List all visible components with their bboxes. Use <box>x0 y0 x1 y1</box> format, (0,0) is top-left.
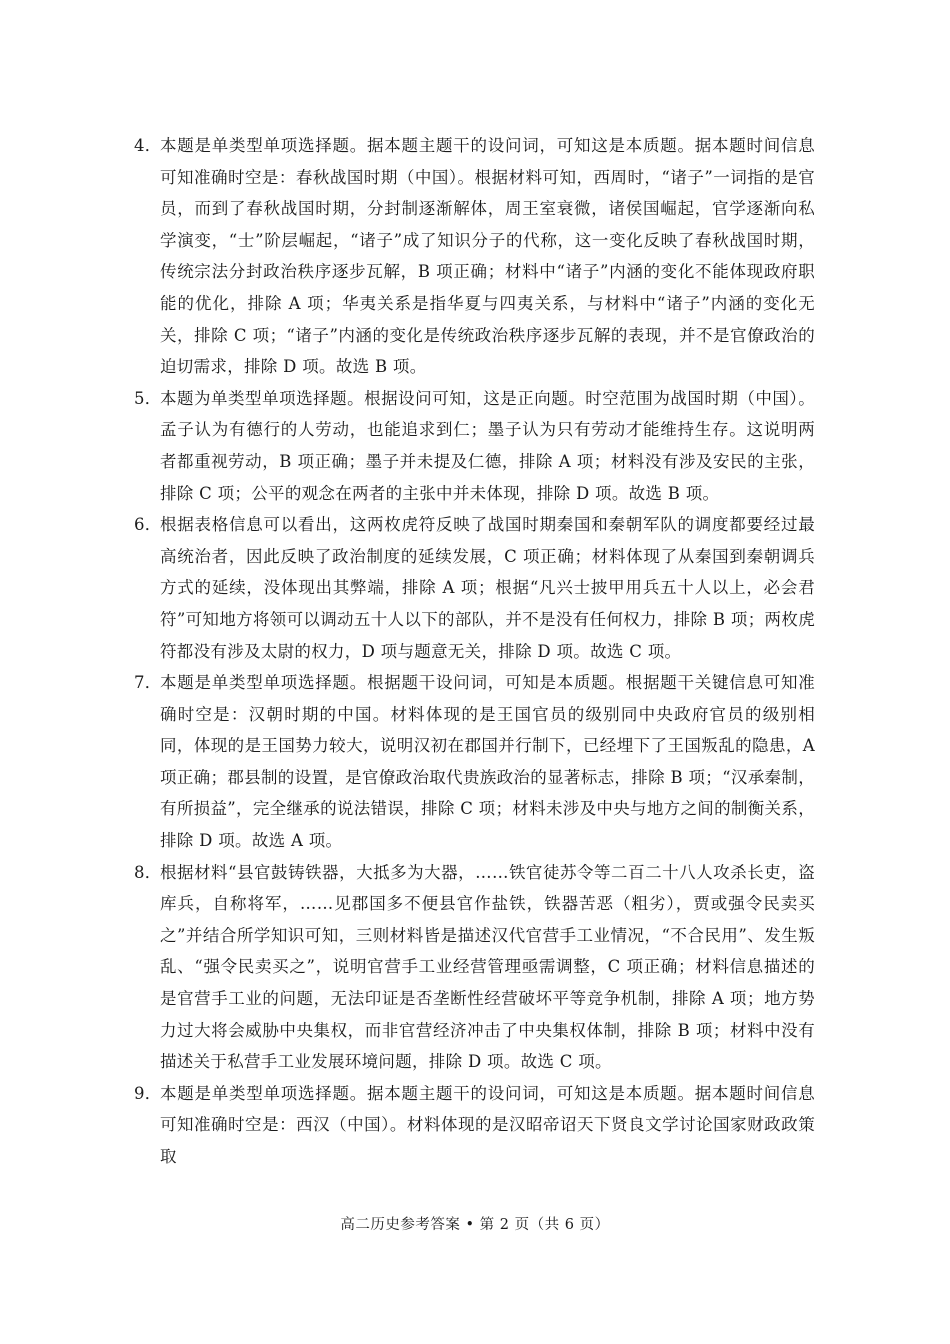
answer-text: 本题是单类型单项选择题。根据题干设问词，可知是本质题。根据题干关键信息可知准确时空是：汉朝时期的中国。材料体现的是王国官员的级别同中央政府官员的级别相同，体现的是王国势力较大，说明汉初在郡国并行制下，已经埋下了王国叛乱的隐患，A 项正确；郡县制的设置，是官僚政治取代贵族政治的显著标志，排除 B 项；“汉承秦制，有所损益”，完全继承的说法错误，排除 C 项；材料未涉及中央与地方之间的制衡关系，排除 D 项。故选 A 项。 <box>160 673 815 851</box>
answer-text: 本题是单类型单项选择题。据本题主题干的设问词，可知这是本质题。据本题时间信息可知准确时空是：春秋战国时期（中国）。根据材料可知，西周时，“诸子”一词指的是官员，而到了春秋战国时期，分封制逐渐解体，周王室衰微，诸侯国崛起，官学逐渐向私学演变，“士”阶层崛起，“诸子”成了知识分子的代称，这一变化反映了春秋战国时期，传统宗法分封政治秩序逐步瓦解，B 项正确；材料中“诸子”内涵的变化不能体现政府职能的优化，排除 A 项；华夷关系是指华夏与四夷关系，与材料中“诸子”内涵的变化无关，排除 C 项；“诸子”内涵的变化是传统政治秩序逐步瓦解的表现，并不是官僚政治的迫切需求，排除 D 项。故选 B 项。 <box>160 136 815 377</box>
answer-item-7 <box>0 667 815 857</box>
answer-text: 本题为单类型单项选择题。根据设问可知，这是正向题。时空范围为战国时期（中国）。孟子认为有德行的人劳动，也能追求到仁；墨子认为只有劳动才能维持生存。这说明两者都重视劳动，B 项正确；墨子并未提及仁德，排除 A 项；材料没有涉及安民的主张，排除 C 项；公平的观念在两者的主张中并未体现，排除 D 项。故选 B 项。 <box>160 388 815 503</box>
answer-list <box>0 130 950 1173</box>
answer-item-5 <box>0 383 815 509</box>
page-footer: 高二历史参考答案 • 第 2 页（共 6 页） <box>340 1217 610 1233</box>
answer-number: 6． <box>134 515 162 535</box>
answer-number: 7． <box>134 673 162 693</box>
answer-item-4 <box>0 130 815 383</box>
answer-number: 8． <box>134 862 162 882</box>
answer-text: 根据材料“县官鼓铸铁器，大抵多为大器，……铁官徒苏令等二百二十八人攻杀长吏，盗库兵，自称将军，……见郡国多不便县官作盐铁，铁器苦恶（粗劣），贾或强令民卖买之”并结合所学知识可知，三则材料皆是描述汉代官营手工业情况，“不合民用”、发生叛乱、“强令民卖买之”，说明官营手工业经营管理亟需调整，C 项正确；材料信息描述的是官营手工业的问题，无法印证是否垄断性经营破坏平等竞争机制，排除 A 项；地方势力过大将会威胁中央集权，而非官营经济冲击了中央集权体制，排除 B 项；材料中没有描述关于私营手工业发展环境问题，排除 D 项。故选 C 项。 <box>160 862 815 1072</box>
answer-number: 4． <box>134 136 162 155</box>
answer-text: 本题是单类型单项选择题。据本题主题干的设问词，可知这是本质题。据本题时间信息可知准确时空是：西汉（中国）。材料体现的是汉昭帝诏天下贤良文学讨论国家财政政策取 <box>160 1083 815 1166</box>
answer-item-9 <box>0 1078 815 1173</box>
answer-text: 根据表格信息可以看出，这两枚虎符反映了战国时期秦国和秦朝军队的调度都要经过最高统治者，因此反映了政治制度的延续发展，C 项正确；材料体现了从秦国到秦朝调兵方式的延续，没体现出其弊端，排除 A 项；根据“凡兴士披甲用兵五十人以上，必会君符”可知地方将领可以调动五十人以下的部队，并不是没有任何权力，排除 B 项；两枚虎符都没有涉及太尉的权力，D 项与题意无关，排除 D 项。故选 C 项。 <box>160 515 815 661</box>
answer-number: 5． <box>134 388 162 408</box>
answer-number: 9． <box>134 1083 162 1103</box>
answer-item-8 <box>0 857 815 1078</box>
answer-item-6 <box>0 509 815 667</box>
